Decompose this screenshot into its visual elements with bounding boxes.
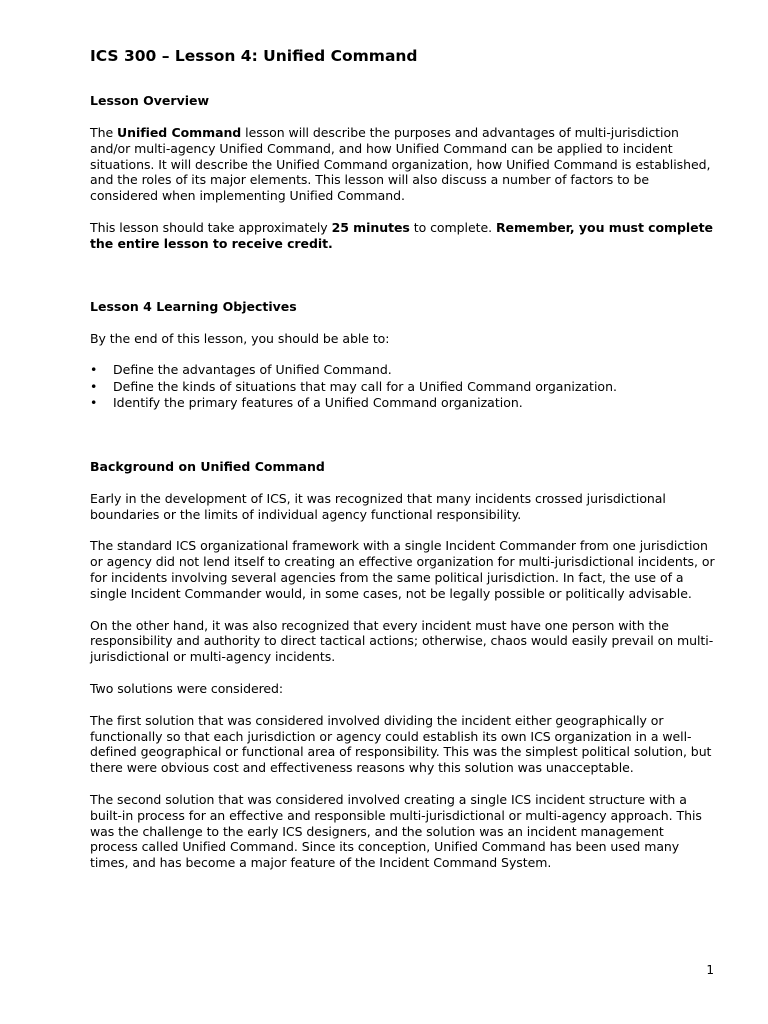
document-body	[90, 46, 715, 887]
bullet-icon: •	[90, 378, 98, 394]
background-paragraph-5: The first solution that was considered involved dividing the incident either geographically or functionally so that each jurisdiction or agency could establish its own ICS organization in a well-defined geographical or functional area of responsibility. This was the simplest political solution, but there were obvious cost and effectiveness reasons why this solution was unacceptable.	[90, 712, 712, 776]
overview-p1-pre: The	[90, 125, 118, 140]
overview-p2-reminder: Remember, you must complete the entire lesson to receive credit.	[90, 219, 713, 251]
page-number: 1	[706, 963, 714, 977]
list-item	[90, 379, 715, 396]
overview-paragraph-2	[90, 220, 715, 252]
background-paragraph-6: The second solution that was considered involved creating a single ICS incident structure with a built-in process for an effective and responsible multi-jurisdictional or multi-agency approach. This was the challenge to the early ICS designers, and the solution was an incident management process called Unified Command. Since its conception, Unified Command has been used many times, and has become a major feature of the Incident Command System.	[90, 792, 702, 871]
overview-p1-bold: Unified Command	[117, 125, 242, 140]
bullet-icon: •	[90, 395, 98, 411]
background-paragraph-1: Early in the development of ICS, it was recognized that many incidents crossed jurisdictional boundaries or the limits of individual agency functional responsibility.	[90, 490, 666, 522]
overview-paragraph-1	[90, 125, 715, 204]
background-paragraph-2: The standard ICS organizational framework with a single Incident Commander from one jurisdiction or agency did not lend itself to creating an effective organization for multi-jurisdictional incidents, or for incidents involving several agencies from the same political jurisdiction. In fact, the use of a single Incident Commander would, in some cases, not be legally possible or politically advisable.	[90, 538, 715, 601]
objectives-intro: By the end of this lesson, you should be able to:	[90, 330, 390, 346]
overview-p2-duration: 25 minutes	[331, 219, 410, 235]
overview-p2-pre: This lesson should take approximately	[90, 219, 332, 235]
list-item-text: Define the kinds of situations that may call for a Unified Command organization.	[113, 378, 617, 394]
list-item-text: Identify the primary features of a Unified Command organization.	[113, 395, 523, 411]
bullet-icon: •	[90, 362, 98, 378]
page-title: ICS 300 – Lesson 4: Unified Command	[90, 47, 418, 65]
overview-p1-post: lesson will describe the purposes and advantages of multi-jurisdiction and/or multi-agency Unified Command, and how Unified Command can be applied to incident situations. It will describe the Unified Command organization, how Unified Command is established, and the roles of its major elements. This lesson will also discuss a number of factors to be considered when implementing Unified Command.	[90, 125, 711, 204]
objectives-list	[90, 362, 715, 412]
background-paragraph-4: Two solutions were considered:	[90, 681, 284, 697]
list-item	[90, 395, 715, 412]
lesson-overview-heading: Lesson Overview	[90, 93, 210, 108]
list-item-text: Define the advantages of Unified Command.	[113, 362, 392, 378]
background-paragraph-3: On the other hand, it was also recognized that every incident must have one person with the responsibility and authority to direct tactical actions; otherwise, chaos would easily prevail on multi-jurisdictional or multi-agency incidents.	[90, 617, 714, 665]
overview-p2-mid: to complete.	[409, 219, 496, 235]
learning-objectives-heading: Lesson 4 Learning Objectives	[90, 298, 297, 314]
list-item	[90, 362, 715, 379]
background-heading: Background on Unified Command	[90, 458, 325, 474]
